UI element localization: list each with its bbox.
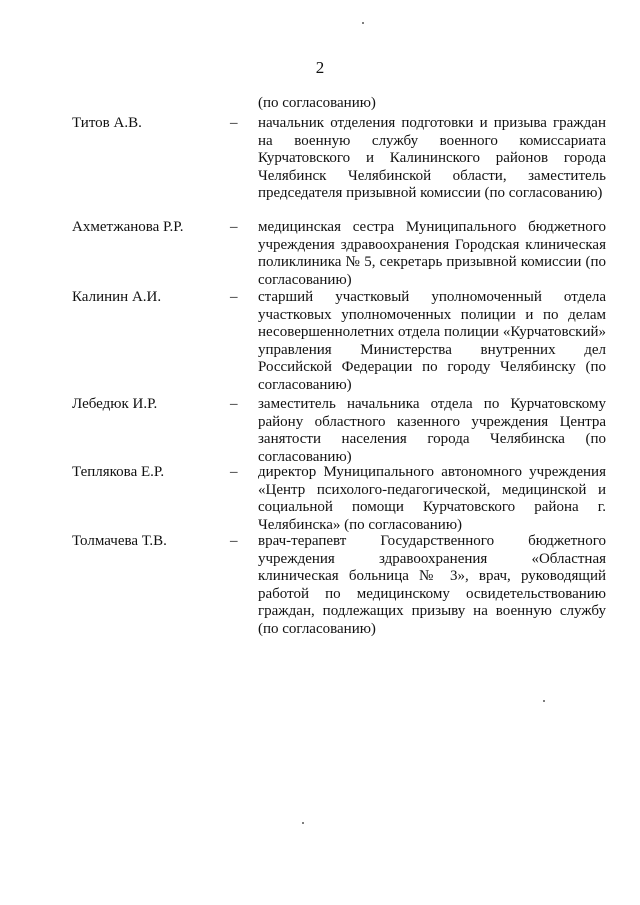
top-note: (по согласованию) (258, 95, 376, 111)
member-name: Калинин А.И. (72, 289, 162, 305)
member-description: старший участковый уполномоченный отдела участковых уполномоченных полиции и по делам несовершеннолетних отдела полиции «Курчатовский» управления Министерства внутренних дел Российской Федерации по городу Челябинску (по согласованию) (258, 289, 606, 393)
dash-separator: – (230, 464, 238, 480)
scan-speck (362, 22, 364, 24)
member-name: Титов А.В. (72, 115, 142, 131)
member-name: Теплякова Е.Р. (72, 464, 165, 480)
member-description: начальник отделения подготовки и призыва граждан на военную службу военного комиссариата Курчатовского и Калининского районов города Челябинск Челябинской области, заместитель председателя призывной комиссии (по согласованию) (258, 115, 606, 201)
page-number: 2 (315, 58, 325, 77)
scan-speck (302, 822, 304, 824)
member-description: заместитель начальника отдела по Курчатовскому району областного казенного учреждения Центра занятости населения города Челябинска (по согласованию) (258, 396, 606, 465)
dash-separator: – (230, 219, 238, 235)
dash-separator: – (230, 289, 238, 305)
dash-separator: – (230, 115, 238, 131)
member-description: врач-терапевт Государственного бюджетного учреждения здравоохранения «Областная клиническая больница № 3», врач, руководящий работой по медицинскому освидетельствованию граждан, подлежащих призыву на военную службу (по согласованию) (258, 533, 606, 637)
dash-separator: – (230, 533, 238, 549)
member-name: Лебедюк И.Р. (72, 396, 158, 412)
member-description: директор Муниципального автономного учреждения «Центр психолого-педагогической, медицинской и социальной помощи Курчатовского района г. Челябинска» (по согласованию) (258, 464, 606, 533)
dash-separator: – (230, 396, 238, 412)
member-name: Толмачева Т.В. (72, 533, 167, 549)
scan-speck (543, 700, 545, 702)
member-description: медицинская сестра Муниципального бюджетного учреждения здравоохранения Городская клиническая поликлиника № 5, секретарь призывной комиссии (по согласованию) (258, 219, 606, 288)
member-name: Ахметжанова Р.Р. (72, 219, 184, 235)
